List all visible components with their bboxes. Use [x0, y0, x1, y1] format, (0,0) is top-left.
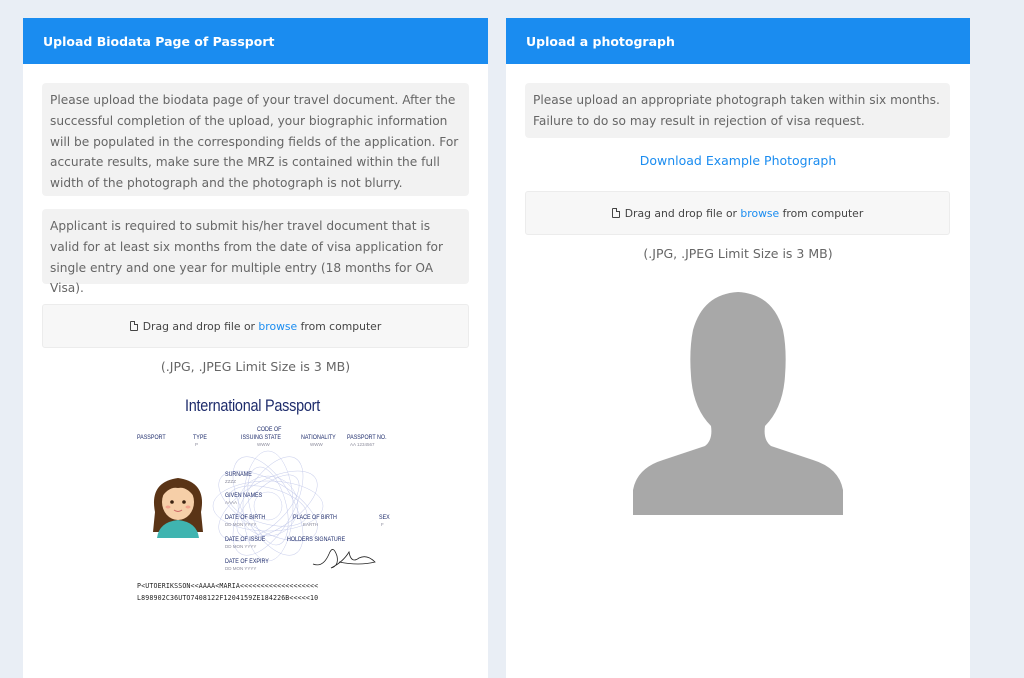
photograph-dropzone[interactable]: [525, 191, 950, 235]
download-example-photograph-link[interactable]: Download Example Photograph: [639, 153, 837, 168]
passport-no-value: AA 1234567: [350, 442, 375, 447]
dob-label: DATE OF BIRTH: [225, 514, 266, 521]
doi-value: DD MON YYYY: [225, 544, 257, 549]
photograph-panel-header: Upload a photograph: [506, 18, 970, 64]
type-value: P: [195, 442, 199, 447]
browse-link[interactable]: browse: [740, 206, 780, 220]
issuing-state-label: ISSUING STATE: [241, 434, 281, 441]
file-icon: [612, 208, 620, 218]
passport-no-label: PASSPORT NO.: [347, 434, 387, 441]
person-silhouette-icon: [633, 290, 843, 515]
validity-requirement-note: Applicant is required to submit his/her travel document that is valid for at least six months from the date of visa application for single entry and one year for multiple entry (18 months for OA Visa).: [42, 209, 469, 284]
sex-value: F: [381, 522, 384, 527]
pob-label: PLACE OF BIRTH: [293, 514, 337, 521]
dropzone-prefix: Drag and drop file or: [624, 206, 737, 220]
passport-sample-image: [133, 396, 393, 602]
dropzone-prefix: Drag and drop file or: [142, 319, 255, 333]
doe-label: DATE OF EXPIRY: [225, 558, 269, 565]
biodata-instructions-note: Please upload the biodata page of your travel document. After the successful completion of the upload, your biographic information will be populated in the corresponding fields of the application. For accurate results, make sure the MRZ is contained within the full width of the photograph and the photograph is not blurry.: [42, 83, 469, 196]
biodata-upload-panel: [23, 18, 488, 678]
doi-label: DATE OF ISSUE: [225, 536, 266, 543]
dropzone-suffix: from computer: [782, 206, 864, 220]
sex-label: SEX: [379, 514, 390, 521]
issuing-state-value: WWW: [257, 442, 270, 447]
mrz-line-2: L898902C36UTO7408122F1204159ZE184226B<<<<<10: [137, 594, 319, 602]
signature-icon: [309, 542, 379, 572]
dob-value: DD MON YYYY: [225, 522, 257, 527]
dropzone-suffix: from computer: [300, 319, 382, 333]
surname-label: SURNAME: [225, 471, 252, 478]
mrz-line-1: P<UTOERIKSSON<<AAAA<MARIA<<<<<<<<<<<<<<<<<<<: [137, 582, 319, 590]
doe-value: DD MON YYYY: [225, 566, 257, 571]
type-label: TYPE: [193, 434, 207, 441]
code-of-label: CODE OF: [257, 426, 282, 433]
pob-value: EARTH: [303, 522, 319, 527]
signature-label: HOLDERS SIGNATURE: [287, 536, 346, 543]
nationality-label: NATIONALITY: [301, 434, 336, 441]
given-names-label: GIVEN NAMES: [225, 492, 263, 499]
biodata-dropzone[interactable]: [42, 304, 469, 348]
file-icon: [130, 321, 138, 331]
surname-value: ZZZZ: [225, 479, 236, 484]
file-size-limit: (.JPG, .JPEG Limit Size is 3 MB): [160, 359, 351, 374]
passport-label: PASSPORT: [137, 434, 166, 441]
passport-avatar-icon: [147, 472, 209, 538]
passport-title: International Passport: [185, 396, 320, 415]
biodata-panel-header: Upload Biodata Page of Passport: [23, 18, 488, 64]
given-names-value: AAAA: [225, 500, 238, 505]
photograph-instructions-note: Please upload an appropriate photograph taken within six months. Failure to do so may result in rejection of visa request.: [525, 83, 950, 138]
photograph-upload-panel: [506, 18, 970, 678]
nationality-value: WWW: [310, 442, 323, 447]
browse-link[interactable]: browse: [258, 319, 298, 333]
photograph-size-limit: (.JPG, .JPEG Limit Size is 3 MB): [643, 246, 833, 261]
